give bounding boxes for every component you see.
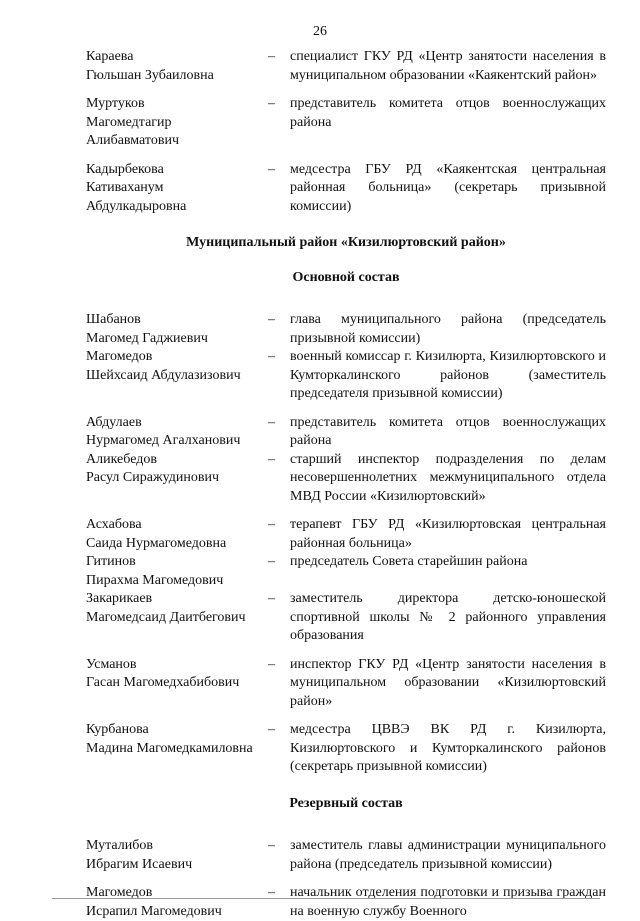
member-name (86, 656, 268, 712)
member-role: инспектор ГКУ РД «Центр занятости населения в муниципальном образовании «Кизилюртовский район» (290, 656, 606, 712)
member-entry (86, 884, 606, 921)
member-name (86, 553, 268, 590)
member-name-line: Мадина Магомедкамиловна (86, 740, 268, 759)
member-name-line: Саида Нурмагомедовна (86, 535, 268, 554)
member-name (86, 95, 268, 151)
member-entry (86, 721, 606, 777)
member-name (86, 884, 268, 921)
member-name-line: Алибавматович (86, 132, 268, 151)
member-name-line: Закарикаев (86, 590, 268, 609)
member-role: медсестра ЦВВЭ ВК РД г. Кизилюрта, Кизилюртовского и Кумторкалинского районов (секретарь призывной комиссии) (290, 721, 606, 777)
member-role: представитель комитета отцов военнослужащих района (290, 95, 606, 151)
member-name-line: Гасан Магомедхабибович (86, 674, 268, 693)
main-composition-heading: Основной состав (86, 269, 606, 288)
dash-separator: – (268, 516, 290, 553)
member-entry (86, 590, 606, 646)
dash-separator: – (268, 311, 290, 348)
member-entry (86, 348, 606, 404)
member-entry (86, 414, 606, 451)
member-name-line: Караева (86, 48, 268, 67)
member-role: терапевт ГБУ РД «Кизилюртовская центральная районная больница» (290, 516, 606, 553)
member-role: старший инспектор подразделения по делам несовершеннолетних межмуниципального отдела МВД России «Кизилюртовский» (290, 451, 606, 507)
member-name-line: Магомедов (86, 884, 268, 903)
member-name (86, 414, 268, 451)
member-name-line: Магомедтагир (86, 114, 268, 133)
member-entry (86, 656, 606, 712)
member-name-line: Курбанова (86, 721, 268, 740)
member-name-line: Пирахма Магомедович (86, 572, 268, 591)
member-name-line: Исрапил Магомедович (86, 903, 268, 921)
member-name (86, 837, 268, 874)
member-name-line: Расул Сиражудинович (86, 469, 268, 488)
page-number: 26 (0, 24, 640, 40)
member-entry (86, 311, 606, 348)
member-role: глава муниципального района (председатель призывной комиссии) (290, 311, 606, 348)
member-name-line: Магомедов (86, 348, 268, 367)
member-role: военный комиссар г. Кизилюрта, Кизилюртовского и Кумторкалинского районов (заместитель председателя призывной комиссии) (290, 348, 606, 404)
member-name (86, 48, 268, 85)
dash-separator: – (268, 48, 290, 85)
member-role: медсестра ГБУ РД «Каякентская центральная районная больница» (секретарь призывной комиссии) (290, 161, 606, 217)
member-name-line: Нурмагомед Агалханович (86, 432, 268, 451)
dash-separator: – (268, 451, 290, 507)
member-role: представитель комитета отцов военнослужащих района (290, 414, 606, 451)
member-role: начальник отделения подготовки и призыва граждан на военную службу Военного (290, 884, 606, 921)
member-role: специалист ГКУ РД «Центр занятости населения в муниципальном образовании «Каякентский район» (290, 48, 606, 85)
member-name-line: Гитинов (86, 553, 268, 572)
dash-separator: – (268, 721, 290, 777)
dash-separator: – (268, 884, 290, 921)
member-name-line: Муталибов (86, 837, 268, 856)
member-name-line: Шабанов (86, 311, 268, 330)
member-name (86, 311, 268, 348)
member-entry (86, 161, 606, 217)
member-name-line: Усманов (86, 656, 268, 675)
member-name (86, 161, 268, 217)
member-name (86, 721, 268, 777)
member-name (86, 348, 268, 404)
district-heading: Муниципальный район «Кизилюртовский район» (86, 234, 606, 253)
member-entry (86, 516, 606, 553)
member-name-line: Кативаханум (86, 179, 268, 198)
dash-separator: – (268, 553, 290, 590)
member-entry (86, 451, 606, 507)
member-entry (86, 48, 606, 85)
member-role: председатель Совета старейшин района (290, 553, 606, 590)
dash-separator: – (268, 161, 290, 217)
member-name-line: Асхабова (86, 516, 268, 535)
member-name-line: Муртуков (86, 95, 268, 114)
member-name-line: Магомед Гаджиевич (86, 330, 268, 349)
reserve-composition-heading: Резервный состав (86, 795, 606, 814)
member-name-line: Аликебедов (86, 451, 268, 470)
member-name (86, 590, 268, 646)
member-name-line: Кадырбекова (86, 161, 268, 180)
dash-separator: – (268, 837, 290, 874)
commission-list (86, 48, 606, 921)
member-entry (86, 837, 606, 874)
member-name-line: Абдулаев (86, 414, 268, 433)
dash-separator: – (268, 348, 290, 404)
member-name (86, 451, 268, 507)
top-entries (86, 48, 606, 216)
main-entries (86, 311, 606, 777)
member-role: заместитель главы администрации муниципального района (председатель призывной комиссии) (290, 837, 606, 874)
member-entry (86, 553, 606, 590)
member-name-line: Ибрагим Исаевич (86, 856, 268, 875)
member-name-line: Шейхсаид Абдулазизович (86, 367, 268, 386)
member-entry (86, 95, 606, 151)
member-name (86, 516, 268, 553)
member-name-line: Гюльшан Зубаиловна (86, 67, 268, 86)
dash-separator: – (268, 656, 290, 712)
dash-separator: – (268, 414, 290, 451)
member-name-line: Магомедсаид Даитбегович (86, 609, 268, 628)
member-name-line: Абдулкадыровна (86, 198, 268, 217)
dash-separator: – (268, 95, 290, 151)
member-role: заместитель директора детско-юношеской спортивной школы № 2 районного управления образования (290, 590, 606, 646)
bottom-rule (52, 898, 600, 899)
dash-separator: – (268, 590, 290, 646)
reserve-entries (86, 837, 606, 921)
